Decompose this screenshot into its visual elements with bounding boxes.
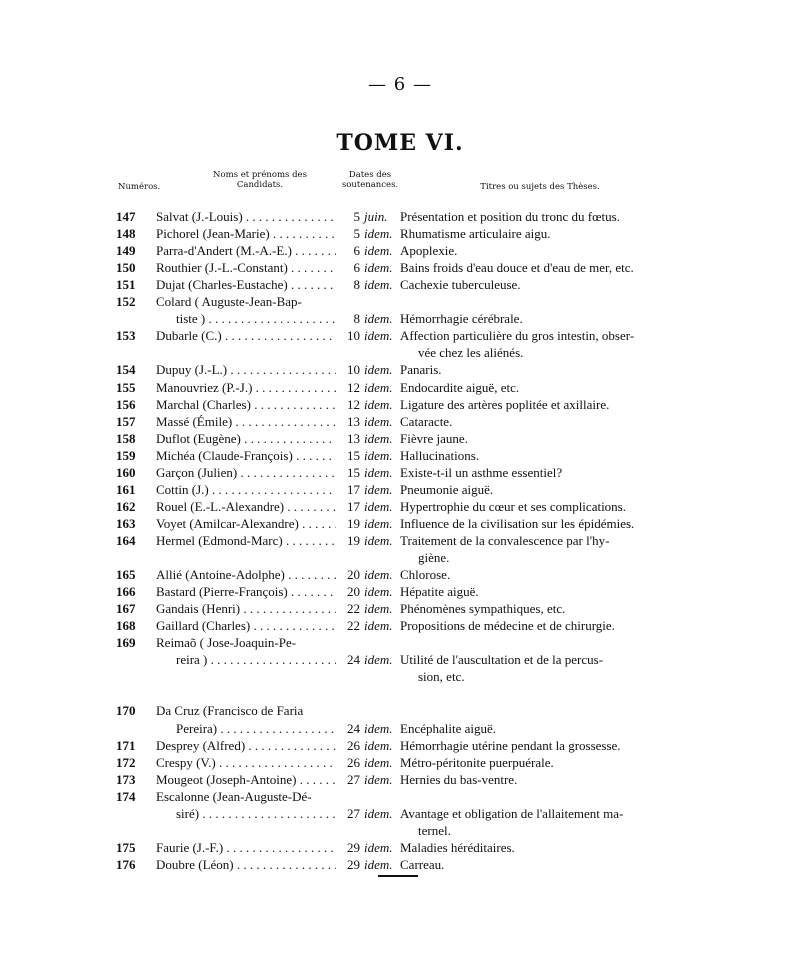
thesis-title: ternel.: [418, 822, 451, 838]
defense-day: 10: [347, 362, 360, 378]
candidate-name: Michéa (Claude-François) . . .: [156, 447, 336, 464]
list-item: [0, 583, 800, 600]
entry-number: 151: [116, 277, 136, 293]
defense-month: idem.: [364, 260, 393, 276]
defense-month: idem.: [364, 515, 393, 531]
candidate-name: Massé (Émile) . . .: [156, 413, 336, 430]
defense-month: idem.: [364, 328, 393, 344]
list-item: [0, 259, 800, 276]
candidate-name: Dujat (Charles-Eustache) . . .: [156, 276, 336, 293]
list-item: [0, 549, 800, 566]
entry-number: 174: [116, 788, 136, 804]
defense-month: juin.: [364, 209, 388, 224]
entry-number: 150: [116, 260, 136, 276]
thesis-title: Métro-péritonite puerpuérale.: [400, 754, 554, 770]
entry-number: 153: [116, 328, 136, 344]
list-item: [0, 242, 800, 259]
candidate-name: Pichorel (Jean-Marie) . . .: [156, 225, 336, 242]
entry-number: 161: [116, 481, 136, 497]
candidate-name: Colard ( Auguste-Jean-Bap-: [156, 294, 302, 310]
defense-month: idem.: [364, 481, 393, 497]
defense-month: idem.: [364, 618, 393, 634]
thesis-title: Bains froids d'eau douce et d'eau de mer, etc.: [400, 260, 634, 276]
list-item: [0, 805, 800, 822]
entry-number: 152: [116, 294, 136, 310]
thesis-title: Maladies héréditaires.: [400, 839, 515, 855]
thesis-title: Chlorose.: [400, 567, 451, 583]
thesis-title: Endocardite aiguë, etc.: [400, 379, 520, 395]
thesis-title: Apoplexie.: [400, 243, 458, 259]
list-item: [0, 413, 800, 430]
thesis-title: Présentation et position du tronc du fœtus.: [400, 209, 620, 224]
defense-day: 15: [347, 447, 360, 463]
defense-day: 26: [347, 754, 360, 770]
list-item: [0, 327, 800, 344]
defense-day: 6: [353, 243, 360, 259]
list-item: [0, 225, 800, 242]
defense-day: 27: [347, 805, 360, 821]
candidate-name: Dubarle (C.) . . .: [156, 327, 336, 344]
defense-month: idem.: [364, 362, 393, 378]
candidate-name: Desprey (Alfred) . . .: [156, 737, 336, 754]
list-item: [0, 532, 800, 549]
entry-number: 157: [116, 413, 136, 429]
thesis-title: giène.: [418, 550, 450, 565]
thesis-title: Phénomènes sympathiques, etc.: [400, 601, 566, 617]
defense-month: idem.: [364, 856, 393, 872]
defense-month: idem.: [364, 754, 393, 770]
list-item: [0, 839, 800, 856]
list-item: [0, 822, 800, 839]
list-item: [0, 668, 800, 685]
thesis-title: Fièvre jaune.: [400, 430, 468, 446]
candidate-name: reira ) . . .: [176, 651, 336, 668]
candidate-name: Hermel (Edmond-Marc) . . .: [156, 532, 336, 549]
header-numbers: Numéros.: [118, 182, 161, 192]
defense-month: idem.: [364, 464, 393, 480]
thesis-title: Propositions de médecine et de chirurgie.: [400, 618, 615, 634]
list-item: [0, 430, 800, 447]
entry-number: 170: [116, 703, 136, 719]
thesis-title: Hépatite aiguë.: [400, 584, 479, 600]
defense-day: 15: [347, 464, 360, 480]
candidate-name: Duflot (Eugène) . . .: [156, 430, 336, 447]
entry-number: 168: [116, 618, 136, 634]
entry-number: 171: [116, 737, 136, 753]
thesis-title: Utilité de l'auscultation et de la percus-: [400, 652, 604, 668]
list-item: [0, 702, 800, 719]
thesis-title: Pneumonie aiguë.: [400, 481, 494, 497]
thesis-title: Hémorrhagie utérine pendant la grossesse.: [400, 737, 621, 753]
defense-month: idem.: [364, 839, 393, 855]
defense-day: 17: [347, 498, 360, 514]
list-item: [0, 685, 800, 702]
defense-month: idem.: [364, 243, 393, 259]
thesis-title: Influence de la civilisation sur les épidémies.: [400, 515, 635, 531]
candidate-name: Gaillard (Charles) . . .: [156, 617, 336, 634]
candidate-name: Marchal (Charles) . . .: [156, 396, 336, 413]
list-item: [0, 788, 800, 805]
candidate-name: Bastard (Pierre-François) . . .: [156, 583, 336, 600]
defense-day: 29: [347, 839, 360, 855]
list-item: [0, 498, 800, 515]
candidate-name: Dupuy (J.-L.) . . .: [156, 361, 336, 378]
defense-day: 24: [347, 720, 360, 736]
thesis-title: Traitement de la convalescence par l'hy-: [400, 532, 610, 548]
list-item: [0, 310, 800, 327]
candidate-name: Reimaõ ( Jose-Joaquin-Pe-: [156, 635, 297, 651]
list-item: [0, 379, 800, 396]
entry-number: 155: [116, 379, 136, 395]
candidate-name: Cottin (J.) . . .: [156, 481, 336, 498]
list-item: [0, 651, 800, 668]
list-item: [0, 344, 800, 361]
list-item: [0, 566, 800, 583]
candidate-name: Manouvriez (P.-J.) . . .: [156, 379, 336, 396]
list-item: [0, 481, 800, 498]
candidate-name: Parra-d'Andert (M.-A.-E.) . . .: [156, 242, 336, 259]
defense-day: 13: [347, 430, 360, 446]
defense-day: 13: [347, 413, 360, 429]
defense-month: idem.: [364, 652, 393, 668]
defense-day: 26: [347, 737, 360, 753]
defense-day: 22: [347, 601, 360, 617]
defense-month: idem.: [364, 498, 393, 514]
thesis-title: Hémorrhagie cérébrale.: [400, 311, 523, 327]
thesis-title: Encéphalite aiguë.: [400, 720, 497, 736]
entry-number: 163: [116, 515, 136, 531]
defense-month: idem.: [364, 532, 393, 548]
entry-number: 166: [116, 584, 136, 600]
entry-number: 148: [116, 226, 136, 242]
header-names: Noms et prénoms des Candidats.: [213, 170, 307, 190]
candidate-name: siré) . . .: [176, 805, 336, 822]
defense-month: idem.: [364, 413, 393, 429]
thesis-title: Cachexie tuberculeuse.: [400, 277, 521, 293]
entry-number: 160: [116, 464, 136, 480]
list-item: [0, 515, 800, 532]
defense-day: 17: [347, 481, 360, 497]
list-item: [0, 771, 800, 788]
list-item: [0, 856, 800, 873]
candidate-name: Routhier (J.-L.-Constant) . . .: [156, 259, 336, 276]
list-item: [0, 464, 800, 481]
entry-number: 175: [116, 839, 136, 855]
entry-number: 169: [116, 635, 136, 651]
candidate-name: Salvat (J.-Louis) . . .: [156, 208, 336, 225]
defense-month: idem.: [364, 771, 393, 787]
list-item: [0, 293, 800, 310]
thesis-title: Cataracte.: [400, 413, 453, 429]
entry-number: 156: [116, 396, 136, 412]
defense-day: 12: [347, 396, 360, 412]
defense-month: idem.: [364, 584, 393, 600]
defense-month: idem.: [364, 805, 393, 821]
entry-number: 173: [116, 771, 136, 787]
defense-day: 20: [347, 584, 360, 600]
entry-number: 147: [116, 209, 136, 224]
list-item: [0, 447, 800, 464]
candidate-name: Garçon (Julien) . . .: [156, 464, 336, 481]
list-item: [0, 634, 800, 651]
tome-title: TOME VI.: [336, 130, 464, 156]
entry-number: 165: [116, 567, 136, 583]
defense-day: 29: [347, 856, 360, 872]
defense-month: idem.: [364, 737, 393, 753]
defense-month: idem.: [364, 396, 393, 412]
defense-day: 8: [353, 311, 360, 327]
defense-month: idem.: [364, 311, 393, 327]
defense-day: 12: [347, 379, 360, 395]
header-titles: Titres ou sujets des Thèses.: [480, 182, 600, 192]
thesis-title: Hernies du bas-ventre.: [400, 771, 518, 787]
defense-month: idem.: [364, 430, 393, 446]
defense-month: idem.: [364, 567, 393, 583]
defense-month: idem.: [364, 379, 393, 395]
candidate-name: Crespy (V.) . . .: [156, 754, 336, 771]
candidate-name: Pereira) . . .: [176, 720, 336, 737]
thesis-title: Existe-t-il un asthme essentiel?: [400, 464, 563, 480]
defense-day: 22: [347, 618, 360, 634]
defense-day: 5: [353, 209, 360, 224]
candidate-name: Rouel (E.-L.-Alexandre) . . .: [156, 498, 336, 515]
list-item: [0, 617, 800, 634]
list-item: [0, 600, 800, 617]
defense-month: idem.: [364, 226, 393, 242]
candidate-name: Doubre (Léon) . . .: [156, 856, 336, 873]
defense-day: 8: [353, 277, 360, 293]
defense-day: 10: [347, 328, 360, 344]
defense-day: 5: [353, 226, 360, 242]
candidate-name: Mougeot (Joseph-Antoine) . . .: [156, 771, 336, 788]
candidate-name: Da Cruz (Francisco de Faria: [156, 703, 304, 719]
end-rule: [378, 875, 418, 877]
thesis-title: Rhumatisme articulaire aigu.: [400, 226, 551, 242]
entry-number: 172: [116, 754, 136, 770]
entry-number: 154: [116, 362, 136, 378]
defense-day: 20: [347, 567, 360, 583]
candidate-name: Faurie (J.-F.) . . .: [156, 839, 336, 856]
entry-number: 159: [116, 447, 136, 463]
list-item: [0, 276, 800, 293]
defense-day: 27: [347, 771, 360, 787]
thesis-title: sion, etc.: [418, 669, 465, 685]
defense-day: 19: [347, 515, 360, 531]
page-number: — 6 —: [368, 74, 432, 95]
defense-day: 24: [347, 652, 360, 668]
candidate-name: Escalonne (Jean-Auguste-Dé-: [156, 788, 312, 804]
defense-month: idem.: [364, 601, 393, 617]
thesis-title: Ligature des artères poplitée et axillaire.: [400, 396, 610, 412]
thesis-title: Hypertrophie du cœur et ses complications.: [400, 498, 626, 514]
thesis-title: Avantage et obligation de l'allaitement ma-: [400, 805, 624, 821]
defense-month: idem.: [364, 447, 393, 463]
list-item: [0, 754, 800, 771]
thesis-title: vée chez les aliénés.: [418, 345, 524, 361]
entry-number: 167: [116, 601, 136, 617]
list-item: [0, 720, 800, 737]
list-item: [0, 208, 800, 225]
list-item: [0, 737, 800, 754]
defense-month: idem.: [364, 277, 393, 293]
defense-day: 19: [347, 532, 360, 548]
entry-number: 158: [116, 430, 136, 446]
candidate-name: Allié (Antoine-Adolphe) . . .: [156, 566, 336, 583]
header-dates: Dates des soutenances.: [341, 170, 399, 190]
thesis-title: Carreau.: [400, 856, 445, 872]
entry-number: 162: [116, 498, 136, 514]
list-item: [0, 361, 800, 378]
candidate-name: Gandais (Henri) . . .: [156, 600, 336, 617]
entry-number: 164: [116, 532, 136, 548]
entry-number: 149: [116, 243, 136, 259]
list-item: [0, 396, 800, 413]
defense-month: idem.: [364, 720, 393, 736]
thesis-title: Hallucinations.: [400, 447, 480, 463]
candidate-name: Voyet (Amilcar-Alexandre) . . .: [156, 515, 336, 532]
entry-number: 176: [116, 856, 136, 872]
candidate-name: tiste ) . . .: [176, 310, 336, 327]
thesis-title: Affection particulière du gros intestin, obser-: [400, 328, 635, 344]
thesis-title: Panaris.: [400, 362, 442, 378]
defense-day: 6: [353, 260, 360, 276]
